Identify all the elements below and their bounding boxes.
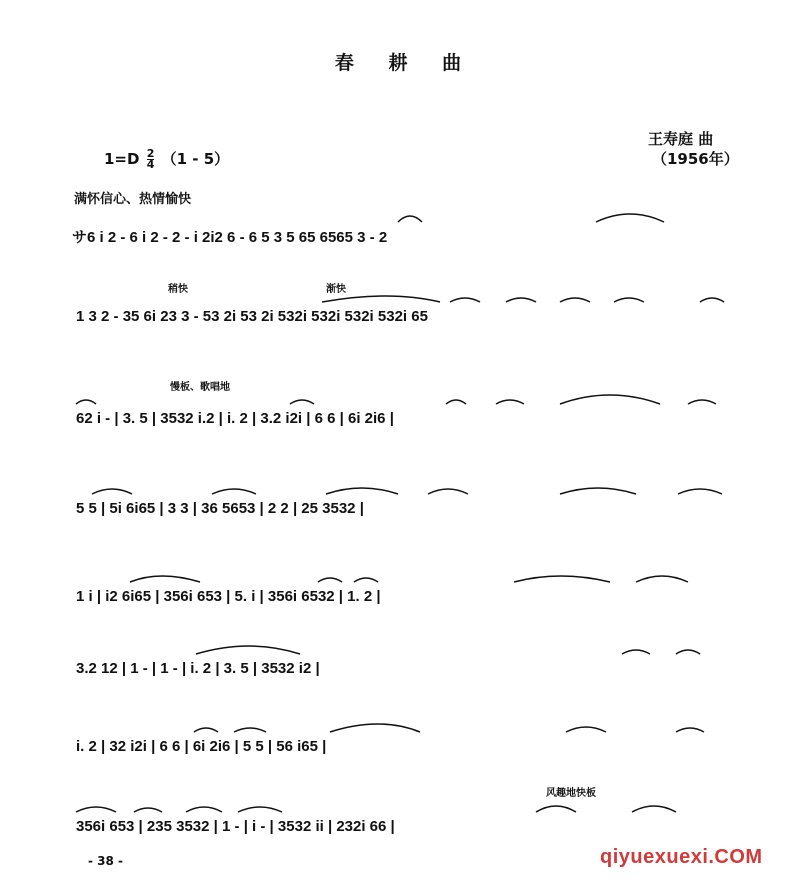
time-top: 2	[146, 147, 155, 160]
slur-arc	[700, 298, 724, 302]
slur-arc	[614, 298, 644, 302]
notation-row-2: 1 3 2 - 35 6i 23 3 - 53 2i 53 2i 532i 532i 532i 532i 65	[76, 308, 428, 325]
slur-arc	[676, 728, 704, 732]
slur-arc	[212, 489, 256, 494]
slur-arc	[76, 807, 116, 812]
notation-row-7: i. 2 | 32 i2i | 6 6 | 6i 2i6 | 5 5 | 56 i65 |	[76, 738, 327, 755]
tempo-marking-slow-singing: 慢板、歌唱地	[170, 382, 230, 393]
slur-arc	[676, 650, 700, 654]
notation-row-1: サ6 i 2 - 6 i 2 - 2 - i 2i2 6 - 6 5 3 5 65 6565 3 - 2	[72, 229, 388, 246]
slur-arc	[632, 806, 676, 812]
slur-arc	[560, 395, 660, 404]
tempo-marking-slightly-fast: 稍快	[168, 284, 188, 295]
slur-arc	[688, 400, 716, 404]
composer-credit: 王寿庭 曲	[648, 130, 714, 148]
slur-arc	[496, 400, 524, 404]
tie-arc	[196, 646, 300, 654]
slur-arc	[76, 400, 96, 404]
slur-arc	[506, 298, 536, 302]
slur-arc	[514, 576, 610, 582]
slur-arc	[678, 489, 722, 494]
slur-arc	[596, 214, 664, 222]
slur-arc	[560, 488, 636, 494]
tempo-marking-main: 满怀信心、热情愉快	[74, 192, 192, 207]
tempo-marking-accelerate: 渐快	[326, 284, 346, 295]
slur-arc	[234, 728, 266, 732]
slur-arc	[186, 807, 222, 812]
slur-arc	[290, 400, 314, 404]
slur-arc	[318, 578, 342, 582]
slur-arc	[322, 296, 440, 302]
notation-row-5: 1 i | i2 6i65 | 356i 653 | 5. i | 356i 6532 | 1. 2 |	[76, 588, 381, 605]
intro-notes: （1 - 5）	[161, 150, 230, 168]
slur-arc	[326, 488, 398, 494]
score-title: 春 耕 曲	[334, 52, 476, 74]
slur-arc	[636, 576, 688, 582]
notation-row-3: 62 i - | 3. 5 | 3532 i.2 | i. 2 | 3.2 i2i | 6 6 | 6i 2i6 |	[76, 410, 394, 427]
notation-row-4: 5 5 | 5i 6i65 | 3 3 | 36 5653 | 2 2 | 25 3532 |	[76, 500, 364, 517]
slur-arc	[92, 489, 132, 494]
notation-row-8: 356i 653 | 235 3532 | 1 - | i - | 3532 ii | 232i 66 |	[76, 818, 395, 835]
key-label: 1=D	[104, 150, 140, 168]
slur-arc	[130, 576, 200, 582]
slur-arc	[354, 578, 378, 582]
slur-arc	[238, 807, 282, 812]
slur-arc	[428, 489, 468, 494]
composition-year: （1956年）	[652, 150, 739, 168]
slur-arc	[560, 298, 590, 302]
slur-arc	[622, 650, 650, 654]
slur-arc	[446, 400, 466, 404]
slur-arc	[134, 808, 162, 812]
slur-arc	[536, 806, 576, 812]
site-watermark: qiyuexuexi.COM	[600, 846, 763, 868]
slur-arc	[450, 298, 480, 302]
slur-arc	[398, 216, 422, 222]
time-bottom: 4	[146, 158, 155, 171]
page-number: - 38 -	[88, 854, 124, 868]
notation-row-6: 3.2 12 | 1 - | 1 - | i. 2 | 3. 5 | 3532 i2 |	[76, 660, 320, 677]
slur-arc	[330, 724, 420, 732]
slur-arc	[194, 728, 218, 732]
slur-arc	[566, 727, 606, 732]
tempo-marking-humorous-allegro: 风趣地快板	[546, 788, 596, 799]
